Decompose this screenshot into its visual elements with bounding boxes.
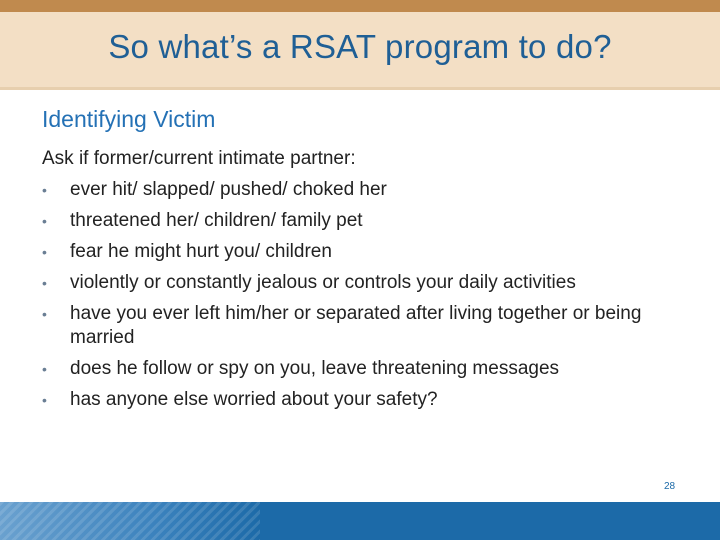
bullet-icon: •	[42, 306, 47, 322]
bullet-item	[42, 240, 692, 264]
bullet-item	[42, 357, 692, 381]
slide-subtitle: Identifying Victim	[42, 106, 216, 132]
bullet-icon: •	[42, 361, 47, 377]
bullet-text: has anyone else worried about your safety?	[70, 389, 438, 410]
footer-texture	[0, 502, 260, 540]
bullet-text: does he follow or spy on you, leave threatening messages	[70, 358, 560, 379]
bullet-item	[42, 388, 692, 412]
bullet-text: threatened her/ children/ family pet	[70, 210, 363, 231]
bullet-text: fear he might hurt you/ children	[70, 241, 332, 262]
bullet-icon: •	[42, 182, 47, 198]
bullet-item	[42, 178, 692, 202]
bullet-item	[42, 271, 692, 295]
bullet-icon: •	[42, 244, 47, 260]
bullet-text: violently or constantly jealous or controls your daily activities	[70, 272, 576, 293]
bullet-item	[42, 209, 692, 233]
bullet-icon: •	[42, 392, 47, 408]
page-number: 28	[664, 481, 676, 492]
lead-text: Ask if former/current intimate partner:	[42, 148, 356, 169]
bullet-text: have you ever left him/her or separated after living together or being married	[70, 303, 642, 348]
bullet-icon: •	[42, 275, 47, 291]
bullet-list	[42, 178, 692, 419]
bullet-item	[42, 302, 692, 350]
top-accent-bar	[0, 0, 720, 12]
slide-title: So what’s a RSAT program to do?	[108, 28, 612, 65]
footer-bar	[0, 502, 720, 540]
title-band-shadow	[0, 87, 720, 90]
bullet-text: ever hit/ slapped/ pushed/ choked her	[70, 179, 387, 200]
bullet-icon: •	[42, 213, 47, 229]
